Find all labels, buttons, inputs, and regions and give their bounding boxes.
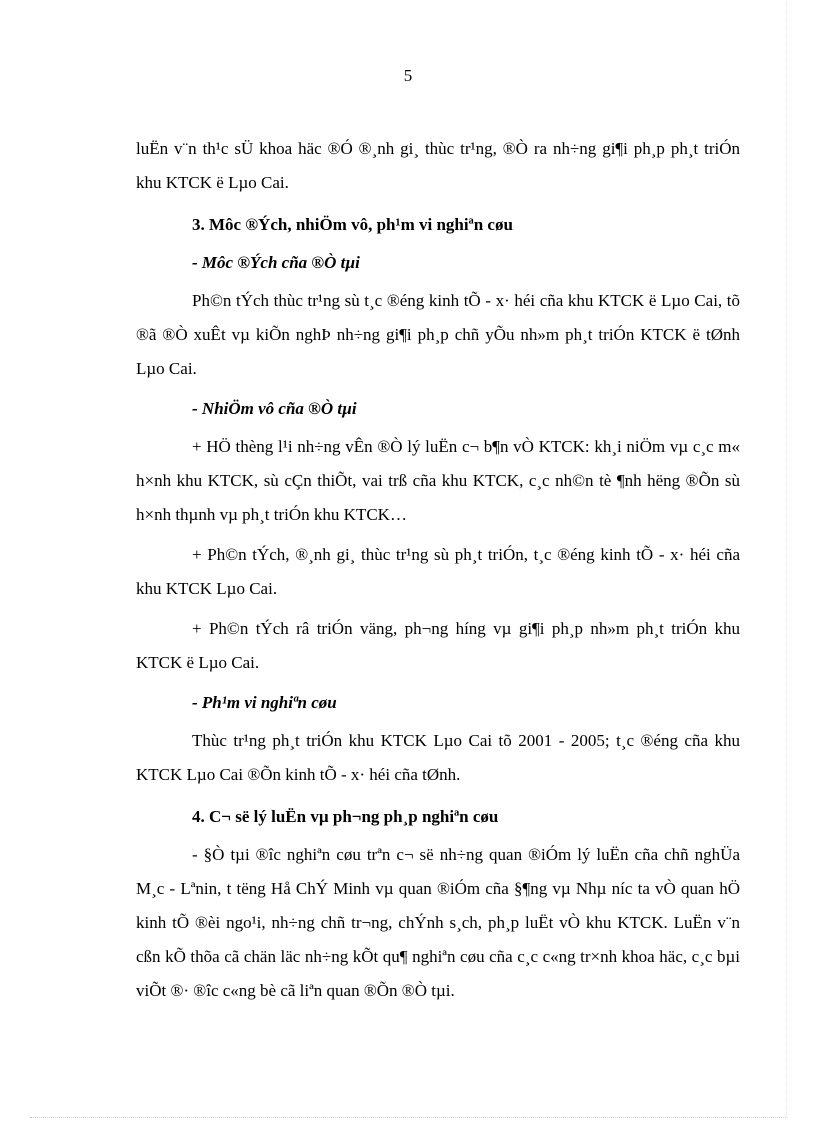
subheading-tasks: - NhiÖm vô cña ®Ò tµi [192,399,357,418]
document-body [136,132,740,1014]
subheading-scope: - Ph¹m vi nghiªn cøu [192,693,337,712]
paragraph-task-3: + Ph©n tÝch râ triÓn väng, ph¬ng híng vµ gi¶i ph¸p nh»m ph¸t triÓn khu KTCK ë Lµo Cai. [136,619,740,672]
paragraph-objectives: Ph©n tÝch thùc tr¹ng sù t¸c ®éng kinh tÕ - x· héi cña khu KTCK ë Lµo Cai, tõ ®ã ®Ò xuÊt vµ kiÕn nghÞ nh÷ng gi¶i ph¸p chñ yÕu nh»m ph¸t triÓn KTCK ë tØnh Lµo Cai. [136,291,740,378]
paragraph-theory-basis: - §Ò tµi ®îc nghiªn cøu trªn c¬ së nh÷ng quan ®iÓm lý luËn cña chñ nghÜa M¸c - Lªnin, t tëng Hå ChÝ Minh vµ quan ®iÓm cña §¶ng vµ Nhµ níc ta vÒ quan hÖ kinh tÕ ®èi ngo¹i, nh÷ng chñ tr¬ng, chÝnh s¸ch, ph¸p luËt vÒ khu KTCK. LuËn v¨n cßn kÕ thõa cã chän läc nh÷ng kÕt qu¶ nghiªn cøu cña c¸c c«ng tr×nh khoa häc, c¸c bµi viÕt ®· ®îc c«ng bè cã liªn quan ®Õn ®Ò tµi. [136,845,740,1000]
subheading-objectives: - Môc ®Ých cña ®Ò tµi [192,253,360,272]
page-edge-right [786,0,787,1117]
paragraph-continuation: luËn v¨n th¹c sÜ khoa häc ®Ó ®¸nh gi¸ thùc tr¹ng, ®Ò ra nh÷ng gi¶i ph¸p ph¸t triÓn khu KTCK ë Lµo Cai. [136,139,740,192]
section-heading-4: 4. C¬ së lý luËn vµ ph¬ng ph¸p nghiªn cøu [192,807,499,826]
section-heading-3: 3. Môc ®Ých, nhiÖm vô, ph¹m vi nghiªn cøu [192,215,513,234]
paragraph-scope: Thùc tr¹ng ph¸t triÓn khu KTCK Lµo Cai tõ 2001 - 2005; t¸c ®éng cña khu KTCK Lµo Cai ®Õn kinh tÕ - x· héi cña tØnh. [136,731,740,784]
paragraph-task-1: + HÖ thèng l¹i nh÷ng vÊn ®Ò lý luËn c¬ b¶n vÒ KTCK: kh¸i niÖm vµ c¸c m« h×nh khu KTCK, sù cÇn thiÕt, vai trß cña khu KTCK, c¸c nh©n tè ¶nh hëng ®Õn sù h×nh thµnh vµ ph¸t triÓn khu KTCK… [136,437,740,524]
page-edge-bottom [30,1117,786,1118]
paragraph-task-2: + Ph©n tÝch, ®¸nh gi¸ thùc tr¹ng sù ph¸t triÓn, t¸c ®éng kinh tÕ - x· héi cña khu KTCK Lµo Cai. [136,545,740,598]
page-number: 5 [403,66,413,85]
